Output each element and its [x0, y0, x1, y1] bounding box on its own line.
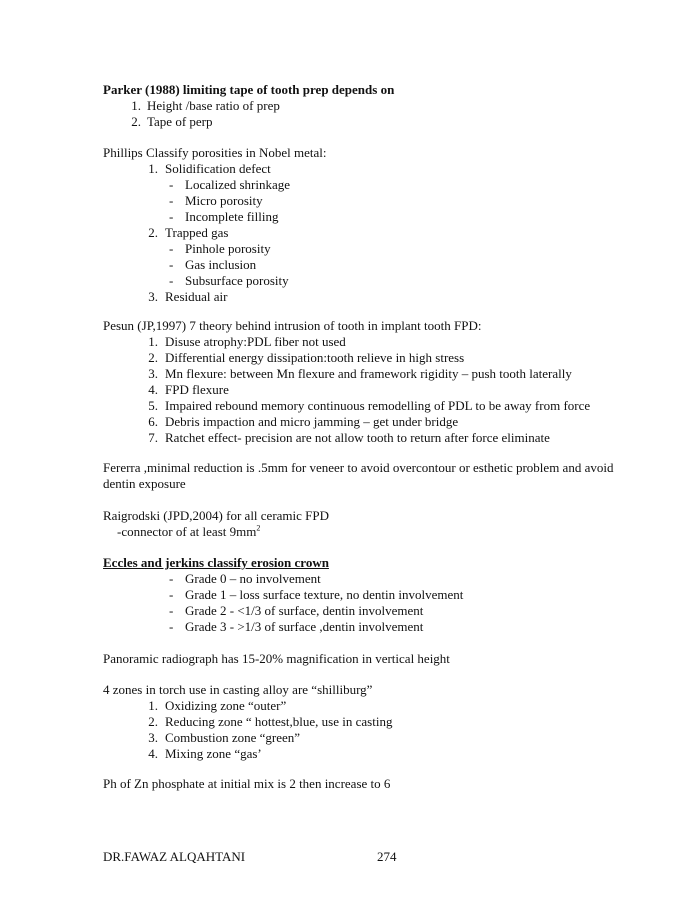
- sub-list-item: - Pinhole porosity: [169, 241, 271, 256]
- list-item: 2. Reducing zone “ hottest,blue, use in casting: [148, 714, 393, 729]
- section-eccles: [103, 555, 630, 635]
- list-item: 3. Combustion zone “green”: [148, 730, 301, 745]
- raigrodski-detail: -connector of at least $9mm^2$: [117, 523, 261, 539]
- raigrodski-heading: Raigrodski (JPD,2004) for all ceramic FPD: [103, 508, 330, 523]
- sub-list-item: - Grade 1 – loss surface texture, no dentin involvement: [169, 587, 464, 602]
- sub-list-item: - Incomplete filling: [169, 209, 279, 224]
- list-item: 5. Impaired rebound memory continuous remodelling of PDL to be away from force: [148, 398, 591, 413]
- list-item: 3. Residual air: [148, 289, 228, 304]
- section-raigrodski: [103, 508, 630, 540]
- list-item: 2. Tape of perp: [131, 114, 213, 129]
- eccles-heading: Eccles and jerkins classify erosion crown: [103, 555, 329, 570]
- zn-phosphate-paragraph: Ph of Zn phosphate at initial mix is 2 then increase to 6: [103, 776, 391, 791]
- sub-list-item: - Subsurface porosity: [169, 273, 289, 288]
- list-item: 4. Mixing zone “gas’: [148, 746, 262, 761]
- superscript: 2: [256, 523, 261, 533]
- list-item: 2. Differential energy dissipation:tooth relieve in high stress: [148, 350, 465, 365]
- list-item: 1. Solidification defect: [148, 161, 271, 176]
- sub-list-item: - Gas inclusion: [169, 257, 257, 272]
- page-number: 274: [377, 849, 397, 864]
- torch-heading: 4 zones in torch use in casting alloy are “shilliburg”: [103, 682, 373, 697]
- sub-list-item: - Micro porosity: [169, 193, 263, 208]
- list-item: 7. Ratchet effect- precision are not allow tooth to return after force eliminate: [148, 430, 550, 445]
- pesun-heading: Pesun (JP,1997) 7 theory behind intrusion of tooth in implant tooth FPD:: [103, 318, 482, 333]
- fererra-paragraph: Fererra ,minimal reduction is .5mm for veneer to avoid overcontour or esthetic problem and avoid dentin exposure: [103, 460, 614, 491]
- section-pesun: [103, 318, 630, 446]
- section-phillips: [103, 145, 630, 305]
- list-item: 6. Debris impaction and micro jamming – get under bridge: [148, 414, 459, 429]
- sub-list-item: - Grade 0 – no involvement: [169, 571, 321, 586]
- list-item: 1. Height /base ratio of prep: [131, 98, 280, 113]
- list-item: 1. Disuse atrophy:PDL fiber not used: [148, 334, 346, 349]
- section-torch: [103, 682, 630, 762]
- sub-list-item: - Grade 3 - >1/3 of surface ,dentin involvement: [169, 619, 424, 634]
- footer-author: DR.FAWAZ ALQAHTANI: [103, 849, 246, 864]
- sub-list-item: - Localized shrinkage: [169, 177, 291, 192]
- panoramic-paragraph: Panoramic radiograph has 15-20% magnification in vertical height: [103, 651, 450, 666]
- list-item: 3. Mn flexure: between Mn flexure and framework rigidity – push tooth laterally: [148, 366, 572, 381]
- parker-heading: Parker (1988) limiting tape of tooth prep depends on: [103, 82, 395, 97]
- section-parker: [103, 82, 630, 130]
- sub-list-item: - Grade 2 - <1/3 of surface, dentin involvement: [169, 603, 424, 618]
- list-item: 1. Oxidizing zone “outer”: [148, 698, 287, 713]
- phillips-heading: Phillips Classify porosities in Nobel metal:: [103, 145, 327, 160]
- list-item: 4. FPD flexure: [148, 382, 229, 397]
- list-item: 2. Trapped gas: [148, 225, 229, 240]
